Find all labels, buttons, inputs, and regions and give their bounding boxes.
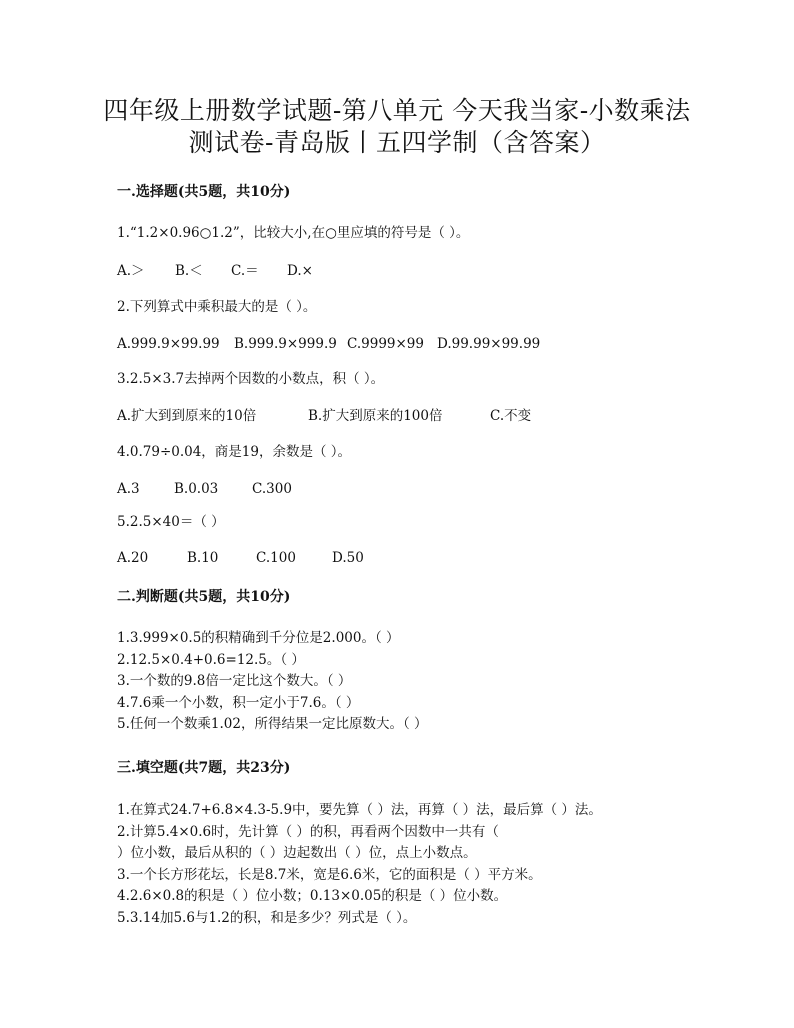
choice-question-4: 4.0.79÷0.04，商是19，余数是（ ）。 <box>117 444 352 460</box>
choice-question-1: 1.“1.2×0.96○1.2”，比较大小,在○里应填的符号是（ ）。 <box>117 225 470 241</box>
list-item: 2.12.5×0.4+0.6=12.5。（ ） <box>117 651 305 668</box>
list-item: 2.计算5.4×0.6时，先计算（ ）的积，再看两个因数中一共有（ <box>117 823 499 840</box>
choice-options-5 <box>117 549 364 567</box>
choice-question-2: 2.下列算式中乘积最大的是（ ）。 <box>117 299 317 315</box>
option-d: D.99.99×99.99 <box>437 336 541 352</box>
option-a: A.20 <box>117 550 149 566</box>
option-c: C.不变 <box>490 408 532 424</box>
option-a: A.3 <box>117 481 140 497</box>
option-c: C.9999×99 <box>347 336 424 352</box>
option-c: C.300 <box>252 481 292 497</box>
list-item: 3.一个长方形花坛，长是8.7米，宽是6.6米，它的面积是（ ）平方米。 <box>117 866 542 883</box>
choice-options-1 <box>117 262 313 280</box>
choice-question-5: 5.2.5×40＝（ ） <box>117 514 225 530</box>
section-heading-judgement: 二.判断题(共5题，共10分) <box>117 589 291 605</box>
list-item: ）位小数，最后从积的（ ）边起数出（ ）位，点上小数点。 <box>117 845 477 861</box>
judgement-list <box>117 628 427 736</box>
option-c: C.＝ <box>231 263 259 279</box>
choice-options-2 <box>117 335 540 353</box>
option-a: A.扩大到到原来的10倍 <box>117 408 257 424</box>
option-b: B.0.03 <box>174 481 219 497</box>
fill-blank-list <box>117 800 602 929</box>
list-item: 5.任何一个数乘1.02，所得结果一定比原数大。（ ） <box>117 716 428 732</box>
page-title-line-2: 测试卷-青岛版丨五四学制（含答案） <box>188 128 606 157</box>
choice-options-3 <box>117 407 531 425</box>
list-item: 1.在算式24.7+6.8×4.3-5.9中，要先算（ ）法，再算（ ）法，最后算（ ）法。 <box>117 802 602 818</box>
section-heading-fill-blank: 三.填空题(共7题，共23分) <box>117 760 291 776</box>
section-heading-choice: 一.选择题(共5题，共10分) <box>117 184 291 200</box>
list-item: 1.3.999×0.5的积精确到千分位是2.000。（ ） <box>117 630 400 646</box>
list-item: 4.2.6×0.8的积是（ ）位小数；0.13×0.05的积是（ ）位小数。 <box>117 888 508 904</box>
page-title-line-1: 四年级上册数学试题-第八单元 今天我当家-小数乘法 <box>103 96 691 125</box>
option-b: B.999.9×999.9 <box>234 336 337 352</box>
option-b: B.10 <box>187 550 219 566</box>
option-a: A.999.9×99.99 <box>117 336 220 352</box>
list-item: 3.一个数的9.8倍一定比这个数大。（ ） <box>117 673 352 689</box>
option-d: D.× <box>287 263 313 279</box>
choice-question-3: 3.2.5×3.7去掉两个因数的小数点，积（ ）。 <box>117 371 385 387</box>
choice-options-4 <box>117 480 292 498</box>
option-b: B.＜ <box>175 263 203 279</box>
option-a: A.＞ <box>117 263 145 279</box>
list-item: 4.7.6乘一个小数，积一定小于7.6。（ ） <box>117 694 360 711</box>
option-c: C.100 <box>256 550 296 566</box>
option-d: D.50 <box>332 550 364 566</box>
option-b: B.扩大到原来的100倍 <box>308 408 443 424</box>
list-item: 5.3.14加5.6与1.2的积，和是多少？列式是（ ）。 <box>117 909 417 926</box>
